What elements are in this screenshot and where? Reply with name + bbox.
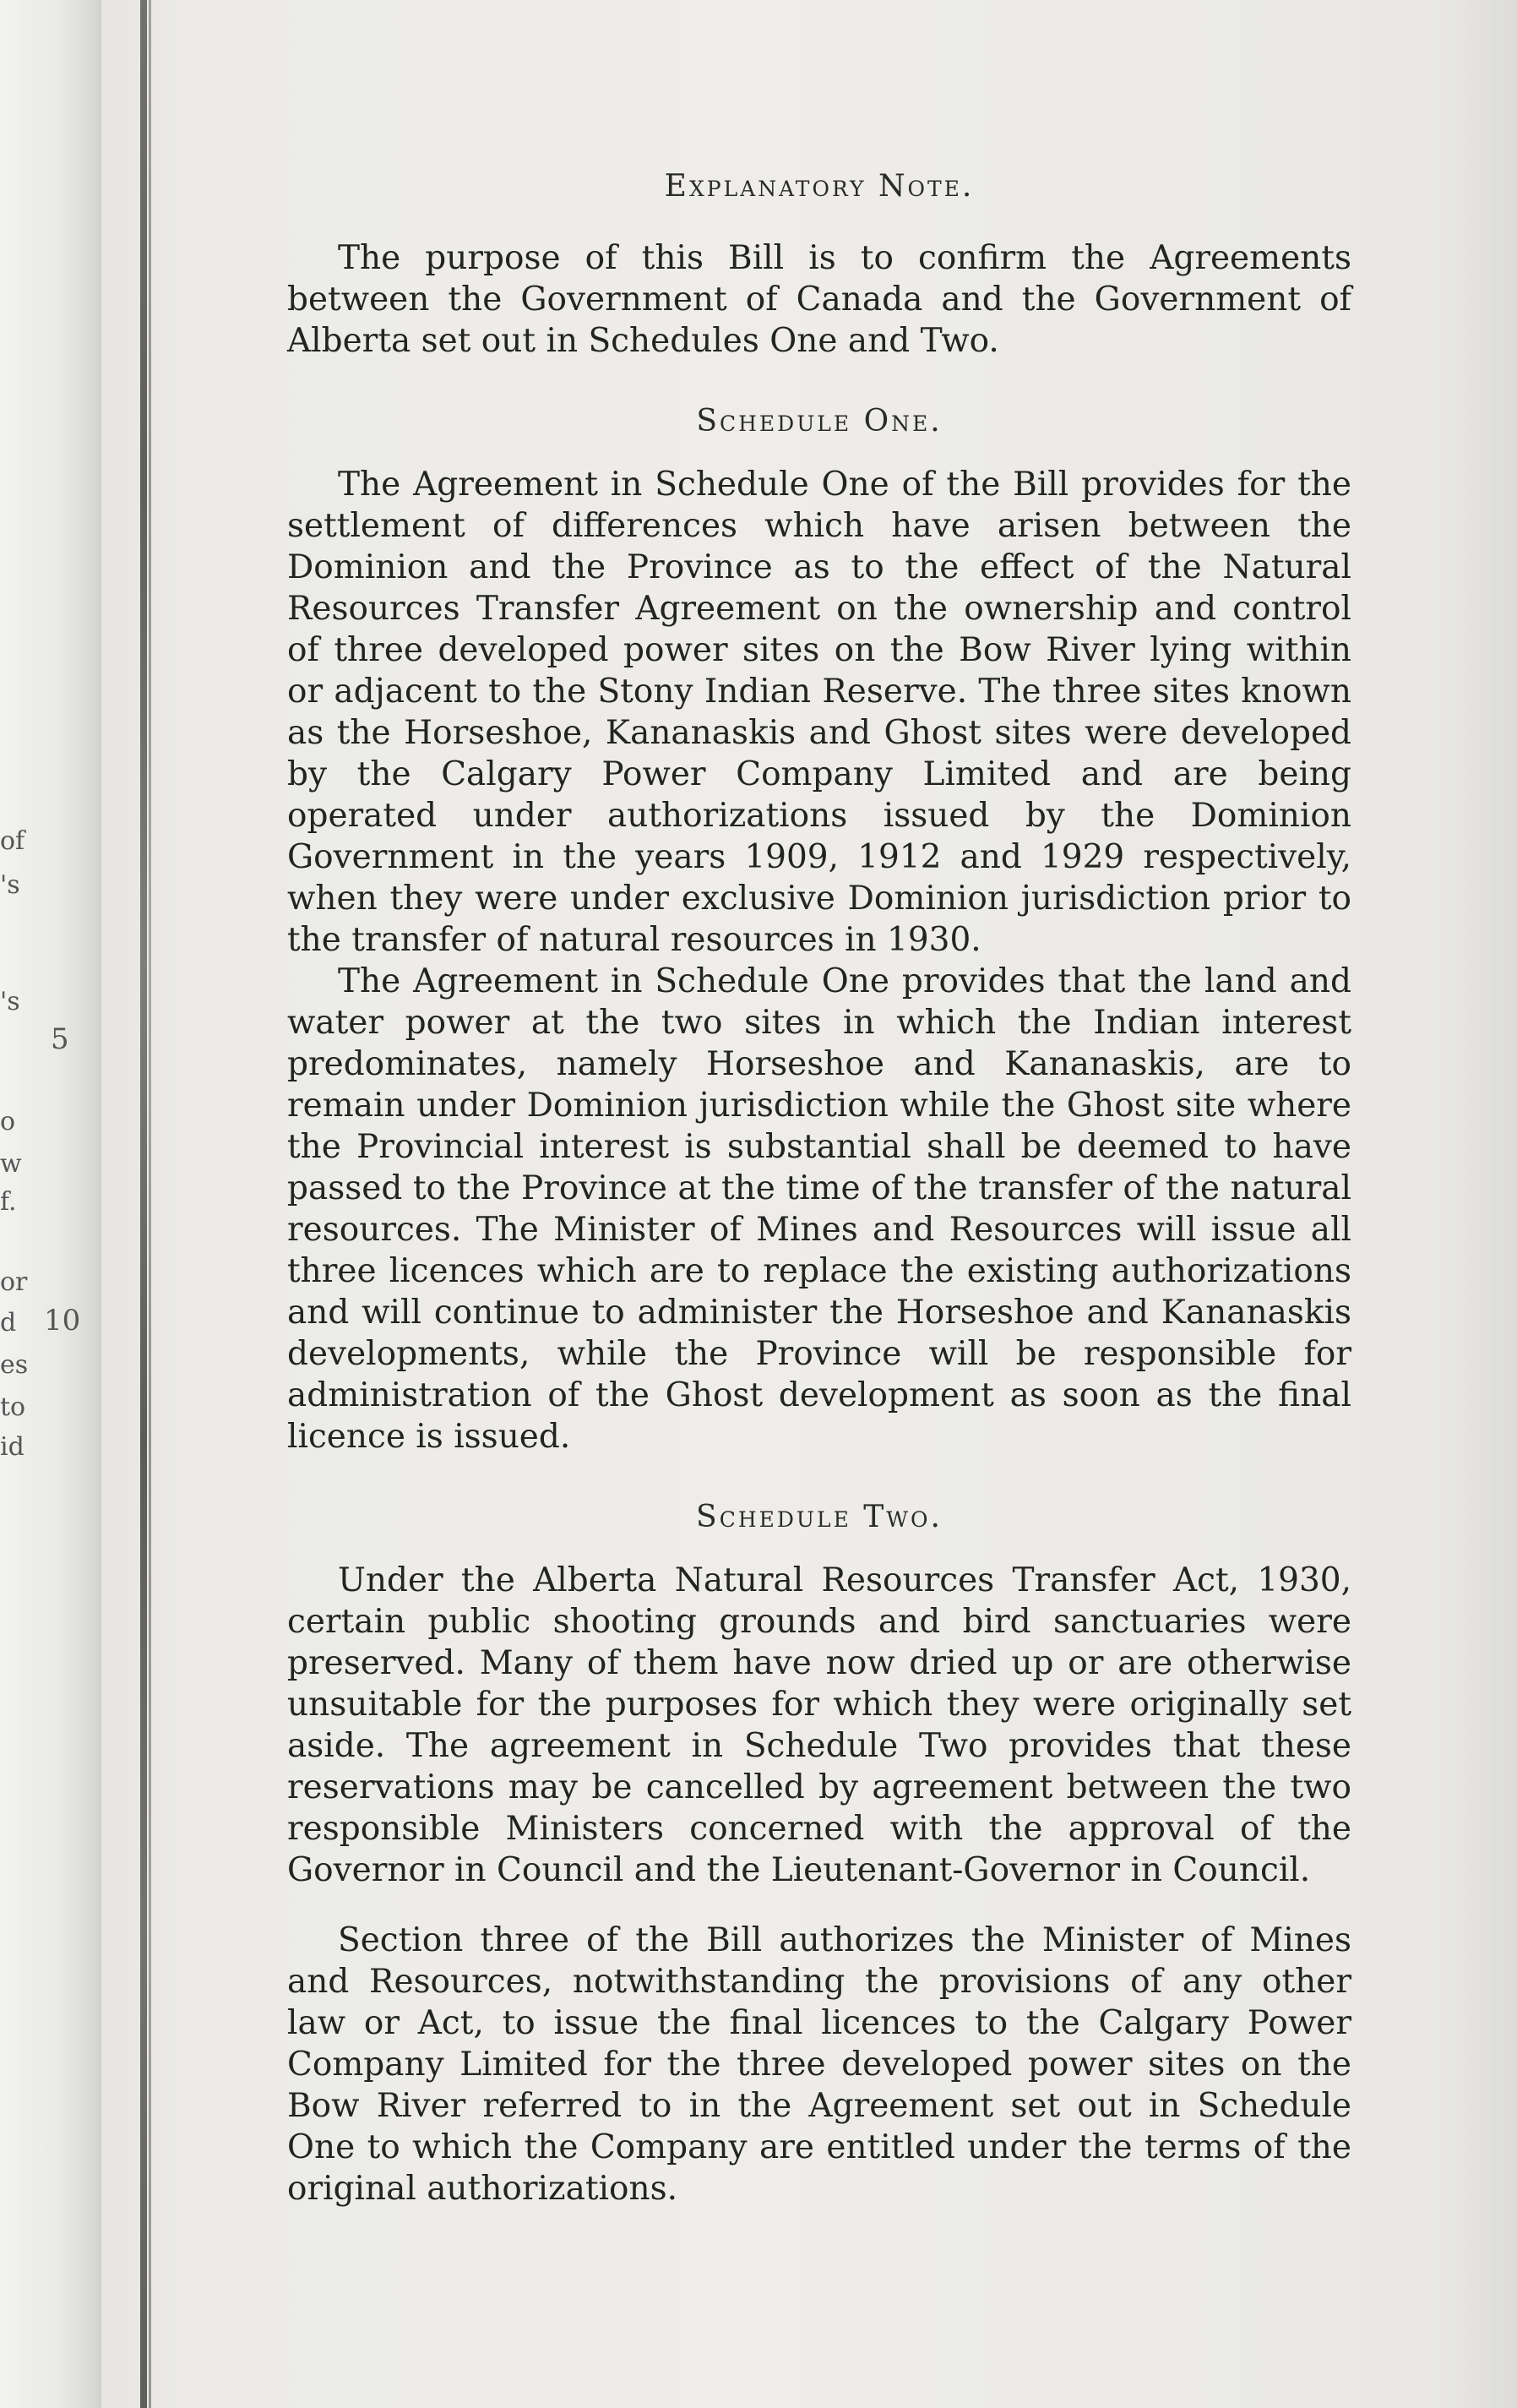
schedule-two-heading: Schedule Two.	[696, 1500, 943, 1534]
schedule-one-paragraph: The Agreement in Schedule One of the Bill provides for the settlement of differences which have arisen between the Dominion and the Province as to the effect of the Natural Resources Transfer Agreement on the ownership and control of three developed power sites on the Bow River lying within or adjacent to the Stony Indian Reserve. The three sites known as the Horseshoe, Kananaskis and Ghost sites were developed by the Calgary Power Company Limited and are being operated under authorizations issued by the Dominion Government in the years 1909, 1912 and 1929 respectively, when they were under exclusive Dominion jurisdiction prior to the transfer of natural resources in 1930.	[287, 466, 1351, 959]
edge-fragment: or	[0, 1267, 28, 1297]
previous-page-fragments	[0, 0, 84, 2408]
edge-fragment: of	[0, 826, 25, 856]
note-title: Explanatory Note.	[664, 169, 975, 204]
edge-fragment: o	[0, 1107, 16, 1136]
intro-paragraph: The purpose of this Bill is to confirm the Agreements between the Government of Canada and the Government of Alberta set out in Schedules One and Two.	[287, 239, 1351, 360]
binding-line	[140, 0, 147, 2408]
margin-line-number: 10	[44, 1304, 81, 1337]
explanatory-note	[287, 169, 1351, 2209]
edge-fragment: w	[0, 1149, 22, 1179]
schedule-two-paragraph: Under the Alberta Natural Resources Transfer Act, 1930, certain public shooting grounds and bird sanctuaries were preserved. Many of them have now dried up or are otherwise unsuitable for the purposes for which they were originally set aside. The agreement in Schedule Two provides that these reservations may be cancelled by agreement between the two responsible Ministers concerned with the approval of the Governor in Council and the Lieutenant-Governor in Council.	[287, 1561, 1351, 1889]
edge-fragment: id	[0, 1432, 24, 1462]
schedule-one-paragraph: The Agreement in Schedule One provides that the land and water power at the two sites in which the Indian interest predominates, namely Horseshoe and Kananaskis, are to remain under Dominion jurisdiction while the Ghost site where the Provincial interest is substantial shall be deemed to have passed to the Province at the time of the transfer of the natural resources. The Minister of Mines and Resources will issue all three licences which are to replace the existing authorizations and will continue to administer the Horseshoe and Kananaskis developments, while the Province will be responsible for administration of the Ghost development as soon as the final licence is issued.	[287, 962, 1351, 1456]
margin-line-number: 5	[51, 1022, 69, 1056]
edge-fragment: d	[0, 1308, 17, 1337]
edge-fragment: to	[0, 1392, 26, 1422]
binding-line-shadow	[149, 0, 151, 2408]
edge-fragment: 's	[0, 987, 20, 1016]
schedule-one-heading: Schedule One.	[696, 404, 943, 439]
edge-fragment: f.	[0, 1187, 17, 1217]
section-three-paragraph: Section three of the Bill authorizes the Minister of Mines and Resources, notwithstanding the provisions of any other law or Act, to issue the final licences to the Calgary Power Company Limited for the three developed power sites on the Bow River referred to in the Agreement set out in Schedule One to which the Company are entitled under the terms of the original authorizations.	[287, 1921, 1351, 2208]
edge-fragment: 's	[0, 870, 20, 900]
edge-fragment: es	[0, 1350, 29, 1380]
